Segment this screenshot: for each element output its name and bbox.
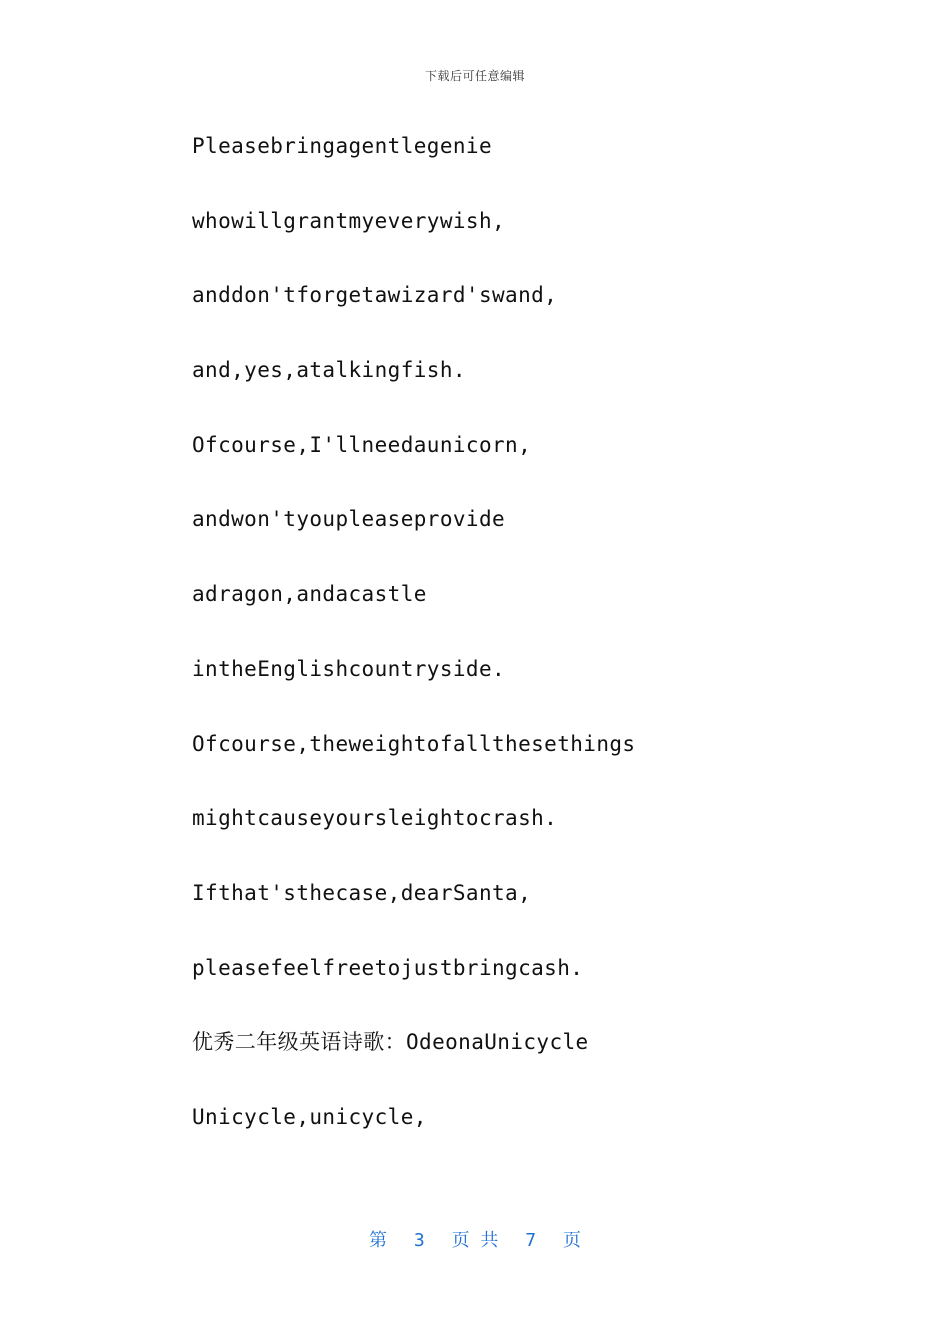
total-pages-number: 7 xyxy=(525,1230,537,1251)
current-page-number: 3 xyxy=(413,1230,425,1251)
poem-line: Pleasebringagentlegenie xyxy=(192,134,492,158)
poem-line: Ofcourse,theweightofallthesethings xyxy=(192,731,636,756)
poem-line: pleasefeelfreetojustbringcash. xyxy=(192,955,584,980)
footer-suffix: 页 xyxy=(562,1230,581,1251)
footer-prefix: 第 xyxy=(369,1230,388,1251)
poem-line: Ofcourse,I'llneedaunicorn, xyxy=(192,432,532,457)
poem-body xyxy=(192,131,892,1177)
page-number-footer xyxy=(0,1226,950,1252)
poem-line: intheEnglishcountryside. xyxy=(192,656,506,681)
poem-line: and,yes,atalkingfish. xyxy=(192,358,466,383)
poem-line: anddon'tforgetawizard'swand, xyxy=(192,283,558,308)
poem-line: andwon'tyoupleaseprovide xyxy=(192,507,506,532)
footer-middle: 页 共 xyxy=(451,1230,499,1251)
header-note: 下载后可任意编辑 xyxy=(424,69,525,83)
poem-line: Unicycle,unicycle, xyxy=(192,1104,427,1129)
poem-line: adragon,andacastle xyxy=(192,582,427,607)
poem-line: mightcauseyoursleightocrash. xyxy=(192,806,558,831)
poem-line: whowillgrantmyeverywish, xyxy=(192,208,506,233)
poem-line: Ifthat'sthecase,dearSanta, xyxy=(192,880,532,905)
section-heading: 优秀二年级英语诗歌：OdeonaUnicycle xyxy=(192,1030,589,1055)
